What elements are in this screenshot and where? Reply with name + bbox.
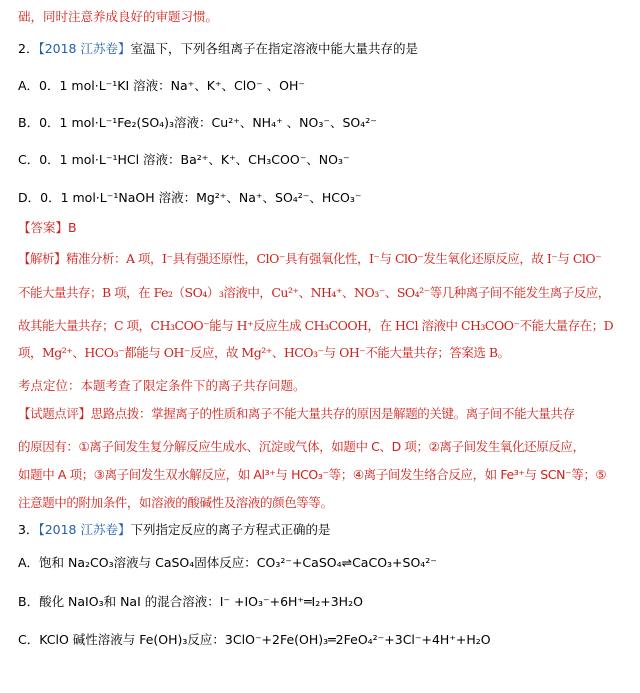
analysis-text: 精准分析：A 项，I⁻具有强还原性，ClO⁻具有强氧化性，I⁻与 ClO⁻发生氧化还原反应，故 I⁻与 ClO⁻: [66, 251, 602, 266]
analysis-label: 【解析】: [18, 251, 67, 266]
comment-line-1: [18, 405, 630, 423]
analysis-line-2: 不能大量共存；B 项，在 Fe₂（SO₄）₃溶液中，Cu²⁺、NH₄⁺、NO₃⁻、SO₄²⁻等几种离子间不能发生离子反应，: [18, 285, 610, 300]
comment-line-4: 注意题中的附加条件，如溶液的酸碱性及溶液的颜色等等。: [18, 495, 333, 510]
question-stem: 室温下，下列各组离子在指定溶液中能大量共存的是: [130, 41, 419, 56]
option-c: C．0．1 mol·L⁻¹HCl 溶液：Ba²⁺、K⁺、CH₃COO⁻、NO₃⁻: [18, 152, 350, 167]
comment-text: 思路点拨：掌握离子的性质和离子不能大量共存的原因是解题的关键。离子间不能大量共存: [90, 406, 575, 421]
question-stem: 下列指定反应的离子方程式正确的是: [130, 522, 331, 537]
question-2-header: [18, 40, 630, 58]
q3-option-b: B．酸化 NaIO₃和 NaI 的混合溶液：I⁻ +IO₃⁻+6H⁺═I₂+3H₂O: [18, 594, 363, 609]
analysis-line-4: 项，Mg²⁺、HCO₃⁻都能与 OH⁻反应，故 Mg²⁺、HCO₃⁻与 OH⁻不能大量共存；答案选 B。: [18, 345, 510, 360]
option-b: B．0．1 mol·L⁻¹Fe₂(SO₄)₃溶液：Cu²⁺、NH₄⁺ 、NO₃⁻、SO₄²⁻: [18, 115, 377, 130]
q3-option-c: C．KClO 碱性溶液与 Fe(OH)₃反应：3ClO⁻+2Fe(OH)₃═2FeO₄²⁻+3Cl⁻+4H⁺+H₂O: [18, 632, 491, 647]
key-point-text: 考点定位：本题考查了限定条件下的离子共存问题。: [18, 378, 306, 393]
answer-text: 【答案】B: [18, 220, 77, 235]
question-3-header: [18, 521, 630, 539]
analysis-line-3: 故其能大量共存；C 项，CH₃COO⁻能与 H⁺反应生成 CH₃COOH，在 HCl 溶液中 CH₃COO⁻不能大量存在；D: [18, 318, 614, 333]
comment-line-3: 如题中 A 项；③离子间发生双水解反应，如 Al³⁺与 HCO₃⁻等；④离子间发生络合反应，如 Fe³⁺与 SCN⁻等；⑤: [18, 467, 607, 482]
source-tag: 【2018 江苏卷】: [38, 522, 131, 537]
comment-label: 【试题点评】: [18, 406, 91, 421]
analysis-line-1: [18, 250, 630, 268]
option-a: A．0．1 mol·L⁻¹KI 溶液：Na⁺、K⁺、ClO⁻ 、OH⁻: [18, 78, 305, 93]
comment-line-2: 的原因有：①离子间发生复分解反应生成水、沉淀或气体，如题中 C、D 项；②离子间发生氧化还原反应，: [18, 439, 585, 454]
question-number: 2．: [18, 41, 39, 56]
q3-option-a: A．饱和 Na₂CO₃溶液与 CaSO₄固体反应：CO₃²⁻+CaSO₄⇌CaCO₃+SO₄²⁻: [18, 555, 437, 570]
source-tag: 【2018 江苏卷】: [38, 41, 131, 56]
option-d: D．0．1 mol·L⁻¹NaOH 溶液：Mg²⁺、Na⁺、SO₄²⁻、HCO₃⁻: [18, 190, 362, 205]
question-number: 3．: [18, 522, 39, 537]
intro-tail-text: 础，同时注意养成良好的审题习惯。: [18, 9, 219, 24]
